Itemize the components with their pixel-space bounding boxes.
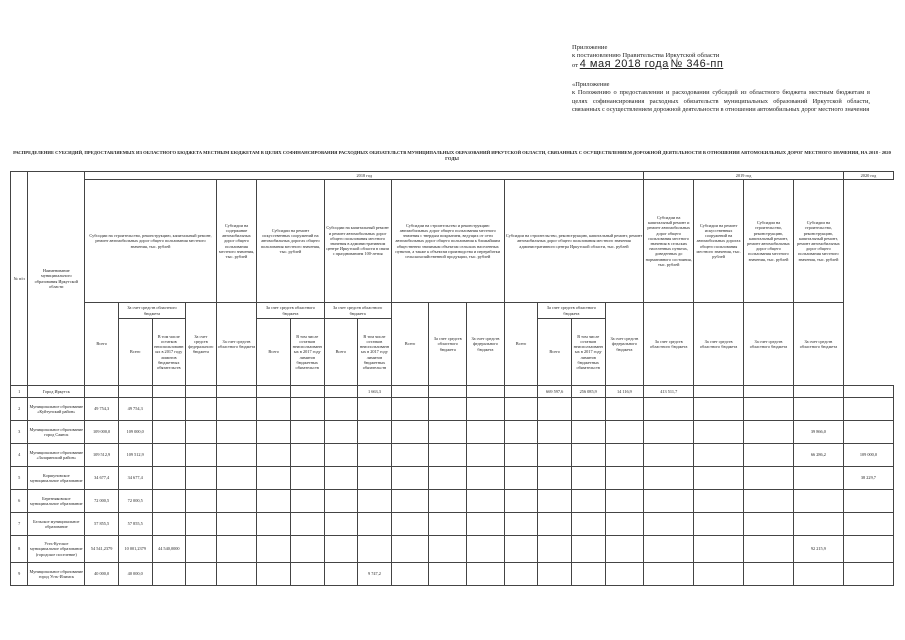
row-cell bbox=[694, 421, 744, 444]
row-cell bbox=[152, 513, 186, 536]
row-cell bbox=[504, 467, 538, 490]
group-6: Субсидии на строительство, реконструкцию, капитальный ремонт, ремонт автомобильных дорог общего пользования местного значения административного центра Иркутской области, тыс. рублей bbox=[504, 180, 644, 303]
row-cell bbox=[644, 563, 694, 586]
row-cell bbox=[793, 386, 843, 398]
row-cell: 49 754,3 bbox=[118, 398, 152, 421]
group-row bbox=[11, 180, 894, 303]
g4-obl-total: Всего bbox=[324, 319, 358, 386]
row-cell bbox=[744, 536, 794, 563]
g6-obl-incl: В том числе остатков неиспользованных в 2017 году лимитов бюджетных обязательств bbox=[571, 319, 605, 386]
row-cell bbox=[694, 398, 744, 421]
row-cell bbox=[644, 421, 694, 444]
row-cell bbox=[429, 421, 467, 444]
row-cell: 49 754,3 bbox=[85, 398, 119, 421]
row-municipality: Бельское муниципальное образование bbox=[28, 513, 85, 536]
g9-obl: За счет средств областного бюджета bbox=[744, 303, 794, 386]
row-cell bbox=[391, 513, 429, 536]
row-number: 5 bbox=[11, 467, 28, 490]
row-cell bbox=[467, 398, 505, 421]
header-date-line bbox=[572, 60, 872, 70]
row-cell bbox=[644, 513, 694, 536]
row-cell bbox=[744, 386, 794, 398]
row-cell bbox=[429, 490, 467, 513]
row-cell bbox=[391, 563, 429, 586]
group-10: Субсидии на строительство, реконструкцию, капитальный ремонт, ремонт автомобильных дорог общего пользования местного значения, тыс. рублей bbox=[793, 180, 843, 303]
row-cell bbox=[504, 490, 538, 513]
row-cell bbox=[694, 563, 744, 586]
row-cell bbox=[605, 398, 644, 421]
row-cell bbox=[358, 421, 392, 444]
table-row bbox=[11, 513, 894, 536]
row-cell bbox=[324, 444, 358, 467]
row-cell bbox=[186, 386, 217, 398]
row-cell bbox=[186, 536, 217, 563]
row-cell bbox=[571, 467, 605, 490]
g6-obl: За счет средств областного бюджета bbox=[538, 303, 605, 319]
row-cell bbox=[744, 398, 794, 421]
g1-fed: За счет средств федерального бюджета bbox=[186, 303, 217, 386]
g5-obl: За счет средств областного бюджета bbox=[429, 303, 467, 386]
row-cell bbox=[744, 467, 794, 490]
g1-obl: За счет средств областного бюджета bbox=[118, 303, 185, 319]
header-no: № п/п bbox=[11, 172, 28, 386]
row-cell bbox=[504, 536, 538, 563]
row-number: 8 bbox=[11, 536, 28, 563]
row-number: 1 bbox=[11, 386, 28, 398]
row-cell bbox=[290, 467, 324, 490]
row-cell bbox=[324, 563, 358, 586]
row-cell bbox=[391, 444, 429, 467]
row-cell bbox=[538, 513, 572, 536]
table-body bbox=[11, 386, 894, 586]
row-cell bbox=[694, 536, 744, 563]
row-cell bbox=[467, 444, 505, 467]
row-cell bbox=[504, 513, 538, 536]
row-cell bbox=[152, 386, 186, 398]
row-cell bbox=[571, 421, 605, 444]
table-row bbox=[11, 444, 894, 467]
row-cell bbox=[186, 563, 217, 586]
row-cell bbox=[694, 490, 744, 513]
g10-obl: За счет средств областного бюджета bbox=[793, 303, 843, 386]
row-cell bbox=[358, 536, 392, 563]
year-2018: 2018 год bbox=[85, 172, 644, 180]
row-cell bbox=[85, 386, 119, 398]
group-7: Субсидии на капитальный ремонт и ремонт автомобильных дорог общего пользования местного значения в сельских населенных пунктах, доведенных до нормативного состояния, тыс. рублей bbox=[644, 180, 694, 303]
row-cell: 9 747,2 bbox=[358, 563, 392, 586]
row-cell bbox=[429, 513, 467, 536]
document-title: РАСПРЕДЕЛЕНИЕ СУБСИДИЙ, ПРЕДОСТАВЛЯЕМЫХ ИЗ ОБЛАСТНОГО БЮДЖЕТА МЕСТНЫМ БЮДЖЕТАМ В ЦЕЛЯХ СОФИНАНСИРОВАНИЯ РАСХОДНЫХ ОБЯЗАТЕЛЬСТВ МУНИЦИПАЛЬНЫХ ОБРАЗОВАНИЙ ИРКУТСКОЙ ОБЛАСТИ, СВЯЗАННЫХ С ОСУЩЕСТВЛЕНИЕМ ДОРОЖНОЙ ДЕЯТЕЛЬНОСТИ В ОТНОШЕНИИ АВТОМОБИЛЬНЫХ ДОРОГ МЕСТНОГО ЗНАЧЕНИЯ, НА 2018 - 2020 ГОДЫ bbox=[13, 150, 891, 162]
row-cell: 57 855,5 bbox=[118, 513, 152, 536]
row-cell bbox=[186, 490, 217, 513]
row-cell bbox=[152, 563, 186, 586]
row-cell bbox=[290, 386, 324, 398]
annex-label: «Приложение bbox=[572, 81, 610, 88]
g1-obl-incl: В том числе остатков неиспользованных в 2017 году лимитов бюджетных обязательств bbox=[152, 319, 186, 386]
row-cell bbox=[644, 398, 694, 421]
row-cell bbox=[118, 386, 152, 398]
row-cell bbox=[216, 536, 257, 563]
row-cell bbox=[504, 386, 538, 398]
row-number: 3 bbox=[11, 421, 28, 444]
row-cell: 72 000,5 bbox=[85, 490, 119, 513]
row-cell: 109 512,9 bbox=[118, 444, 152, 467]
row-cell bbox=[324, 386, 358, 398]
annex-block bbox=[572, 81, 870, 114]
row-cell: 34 677,4 bbox=[85, 467, 119, 490]
row-cell bbox=[290, 513, 324, 536]
row-cell bbox=[467, 421, 505, 444]
row-cell bbox=[257, 467, 291, 490]
row-cell bbox=[793, 513, 843, 536]
row-cell bbox=[843, 398, 893, 421]
table-row bbox=[11, 490, 894, 513]
row-cell bbox=[843, 536, 893, 563]
g6-obl-total: Всего bbox=[538, 319, 572, 386]
table-row bbox=[11, 386, 894, 398]
row-cell: 14 116,9 bbox=[605, 386, 644, 398]
row-cell bbox=[504, 398, 538, 421]
row-cell: 109 000,0 bbox=[843, 444, 893, 467]
header-name: Наименование муниципального образования Иркутской области bbox=[28, 172, 85, 386]
row-cell bbox=[290, 536, 324, 563]
row-cell: 72 000,5 bbox=[118, 490, 152, 513]
row-cell bbox=[843, 386, 893, 398]
row-cell bbox=[744, 421, 794, 444]
row-cell bbox=[257, 398, 291, 421]
g7-obl: За счет средств областного бюджета bbox=[644, 303, 694, 386]
year-2020: 2020 год bbox=[843, 172, 893, 180]
row-cell bbox=[843, 563, 893, 586]
row-cell bbox=[694, 444, 744, 467]
row-cell bbox=[257, 513, 291, 536]
row-number: 2 bbox=[11, 398, 28, 421]
row-cell: 669 597,6 bbox=[538, 386, 572, 398]
row-cell bbox=[324, 490, 358, 513]
row-cell: 1 663,3 bbox=[358, 386, 392, 398]
row-cell bbox=[216, 386, 257, 398]
row-cell bbox=[257, 563, 291, 586]
row-cell bbox=[538, 490, 572, 513]
row-municipality: Муниципальное образование город Саянск bbox=[28, 421, 85, 444]
row-cell bbox=[186, 513, 217, 536]
row-cell bbox=[216, 467, 257, 490]
row-cell bbox=[644, 467, 694, 490]
row-cell bbox=[694, 386, 744, 398]
row-cell: 109 000,0 bbox=[85, 421, 119, 444]
row-cell bbox=[429, 536, 467, 563]
row-municipality: Муниципальное образование «Заларинский район» bbox=[28, 444, 85, 467]
row-cell bbox=[152, 444, 186, 467]
row-cell bbox=[504, 563, 538, 586]
row-cell: 44 540,0000 bbox=[152, 536, 186, 563]
row-cell bbox=[744, 444, 794, 467]
row-cell bbox=[605, 513, 644, 536]
row-cell bbox=[467, 386, 505, 398]
row-cell bbox=[290, 490, 324, 513]
row-cell bbox=[429, 467, 467, 490]
row-cell bbox=[290, 444, 324, 467]
table-row bbox=[11, 563, 894, 586]
subgroup-row bbox=[11, 303, 894, 319]
row-cell bbox=[429, 444, 467, 467]
row-cell bbox=[216, 490, 257, 513]
row-cell bbox=[429, 398, 467, 421]
row-cell bbox=[391, 386, 429, 398]
row-cell bbox=[538, 398, 572, 421]
row-cell bbox=[571, 563, 605, 586]
row-cell: 256 085,9 bbox=[571, 386, 605, 398]
row-cell bbox=[257, 536, 291, 563]
g3-obl: За счет средств областного бюджета bbox=[257, 303, 324, 319]
row-cell: 38 229,7 bbox=[843, 467, 893, 490]
row-cell bbox=[152, 421, 186, 444]
row-cell: 40 000,0 bbox=[118, 563, 152, 586]
row-cell bbox=[391, 467, 429, 490]
row-municipality: Муниципальное образование «Куйтунский район» bbox=[28, 398, 85, 421]
row-municipality: Муниципальное образование город Усть-Илимск bbox=[28, 563, 85, 586]
row-number: 9 bbox=[11, 563, 28, 586]
row-cell: 40 000,0 bbox=[85, 563, 119, 586]
row-cell: 54 541,2379 bbox=[85, 536, 119, 563]
row-cell bbox=[605, 563, 644, 586]
row-cell bbox=[358, 490, 392, 513]
header-from: от bbox=[572, 62, 579, 69]
header-line2: к постановлению Правительства Иркутской области bbox=[572, 52, 720, 59]
g6-fed: За счет средств федерального бюджета bbox=[605, 303, 644, 386]
row-cell bbox=[257, 386, 291, 398]
row-cell bbox=[429, 563, 467, 586]
row-cell bbox=[467, 513, 505, 536]
row-cell bbox=[504, 421, 538, 444]
row-cell bbox=[538, 536, 572, 563]
row-cell bbox=[793, 490, 843, 513]
group-8: Субсидии на ремонт искусственных сооружений на автомобильных дорогах общего пользования местного значения, тыс. рублей bbox=[694, 180, 744, 303]
row-cell bbox=[467, 490, 505, 513]
row-cell bbox=[467, 563, 505, 586]
annex-text: к Положению о предоставлении и расходовании субсидий из областного бюджета местным бюджетам в целях софинансирования расходных обязательств муниципальных образований Иркутской области, связанных с осуществлением дорожной деятельности в отношении автомобильных дорог местного значения bbox=[572, 89, 870, 113]
g3-obl-total: Всего bbox=[257, 319, 291, 386]
row-cell bbox=[843, 421, 893, 444]
table-row bbox=[11, 536, 894, 563]
row-number: 7 bbox=[11, 513, 28, 536]
header-number: № 346-пп bbox=[670, 58, 724, 70]
row-cell bbox=[843, 490, 893, 513]
row-cell bbox=[744, 490, 794, 513]
row-cell: 92 215,9 bbox=[793, 536, 843, 563]
row-cell bbox=[152, 490, 186, 513]
row-municipality: Город Иркутск bbox=[28, 386, 85, 398]
row-cell bbox=[358, 513, 392, 536]
row-cell bbox=[216, 444, 257, 467]
row-cell bbox=[538, 563, 572, 586]
row-cell bbox=[216, 421, 257, 444]
g3-obl-incl: В том числе остатков неиспользованных в 2017 году лимитов бюджетных обязательств bbox=[290, 319, 324, 386]
g5-total: Всего bbox=[391, 303, 429, 386]
row-cell bbox=[358, 444, 392, 467]
g5-fed: За счет средств федерального бюджета bbox=[467, 303, 505, 386]
row-cell bbox=[391, 398, 429, 421]
row-cell bbox=[391, 421, 429, 444]
row-cell bbox=[605, 421, 644, 444]
row-municipality: Усть-Кутское муниципальное образование (городское поселение) bbox=[28, 536, 85, 563]
row-cell: 34 677,4 bbox=[118, 467, 152, 490]
row-cell bbox=[793, 398, 843, 421]
g8-obl: За счет средств областного бюджета bbox=[694, 303, 744, 386]
header-date: 4 мая 2018 года bbox=[579, 58, 669, 70]
group-1: Субсидии на строительство, реконструкцию, капитальный ремонт, ремонт автомобильных дорог общего пользования местного значения, тыс. рублей bbox=[85, 180, 216, 303]
group-5: Субсидии на строительство и реконструкцию автомобильных дорог общего пользования местного значения с твердым покрытием, ведущих от сети автомобильных дорог общего пользования к ближайшим общественно значимым объектам сельских населенных пунктов, а также к объектам производства и переработки сельскохозяйственной продукции, тыс. рублей bbox=[391, 180, 504, 303]
row-cell: 66 286,2 bbox=[793, 444, 843, 467]
row-cell bbox=[216, 563, 257, 586]
row-cell bbox=[216, 398, 257, 421]
row-cell bbox=[257, 490, 291, 513]
row-cell: 39 866,0 bbox=[793, 421, 843, 444]
row-cell bbox=[324, 398, 358, 421]
row-cell bbox=[744, 563, 794, 586]
row-cell bbox=[538, 444, 572, 467]
row-cell bbox=[605, 536, 644, 563]
group-2: Субсидии на содержание автомобильных дорог общего пользования местного значения, тыс. рублей bbox=[216, 180, 257, 303]
g1-obl-total: Всего bbox=[118, 319, 152, 386]
row-cell bbox=[571, 444, 605, 467]
row-cell: 57 855,5 bbox=[85, 513, 119, 536]
group-3: Субсидии на ремонт искусственных сооружений на автомобильных дорогах общего пользования местного значения, тыс. рублей bbox=[257, 180, 324, 303]
row-cell bbox=[257, 421, 291, 444]
row-cell bbox=[257, 444, 291, 467]
row-cell bbox=[571, 490, 605, 513]
row-cell: 109 512,9 bbox=[85, 444, 119, 467]
row-municipality: Коршуновское муниципальное образование bbox=[28, 467, 85, 490]
row-cell bbox=[843, 513, 893, 536]
row-cell: 10 001,2379 bbox=[118, 536, 152, 563]
row-cell bbox=[186, 398, 217, 421]
row-cell bbox=[605, 490, 644, 513]
row-cell bbox=[152, 398, 186, 421]
row-cell bbox=[538, 467, 572, 490]
g2-obl: За счет средств областного бюджета bbox=[216, 303, 257, 386]
group-9: Субсидии на строительство, реконструкцию, капитальный ремонт, ремонт автомобильных дорог общего пользования местного значения, тыс. рублей bbox=[744, 180, 794, 303]
row-cell bbox=[324, 421, 358, 444]
row-cell bbox=[358, 398, 392, 421]
row-cell bbox=[467, 467, 505, 490]
row-cell bbox=[391, 490, 429, 513]
row-cell: 413 511,7 bbox=[644, 386, 694, 398]
row-number: 4 bbox=[11, 444, 28, 467]
row-cell bbox=[793, 563, 843, 586]
row-cell bbox=[538, 421, 572, 444]
row-cell bbox=[186, 421, 217, 444]
row-cell bbox=[694, 467, 744, 490]
row-cell bbox=[186, 467, 217, 490]
row-cell bbox=[290, 563, 324, 586]
row-cell bbox=[324, 513, 358, 536]
row-cell bbox=[290, 398, 324, 421]
row-cell bbox=[216, 513, 257, 536]
header-block bbox=[572, 44, 872, 70]
row-cell bbox=[391, 536, 429, 563]
row-cell: 109 000,0 bbox=[118, 421, 152, 444]
table-row bbox=[11, 467, 894, 490]
row-cell bbox=[152, 467, 186, 490]
row-cell bbox=[504, 444, 538, 467]
row-cell bbox=[644, 490, 694, 513]
g4-obl-incl: В том числе остатков неиспользованных в 2017 году лимитов бюджетных обязательств bbox=[358, 319, 392, 386]
row-cell bbox=[744, 513, 794, 536]
row-cell bbox=[793, 467, 843, 490]
row-cell bbox=[605, 467, 644, 490]
row-municipality: Березняковское муниципальное образование bbox=[28, 490, 85, 513]
g6-total: Всего bbox=[504, 303, 538, 386]
row-cell bbox=[467, 536, 505, 563]
year-row bbox=[11, 172, 894, 180]
row-cell bbox=[571, 398, 605, 421]
table-row bbox=[11, 398, 894, 421]
row-cell bbox=[358, 467, 392, 490]
row-cell bbox=[694, 513, 744, 536]
row-cell bbox=[644, 536, 694, 563]
row-cell bbox=[644, 444, 694, 467]
row-cell bbox=[290, 421, 324, 444]
row-number: 6 bbox=[11, 490, 28, 513]
g1-total: Всего bbox=[85, 303, 119, 386]
table-row bbox=[11, 421, 894, 444]
row-cell bbox=[324, 536, 358, 563]
row-cell bbox=[186, 444, 217, 467]
header-line1: Приложение bbox=[572, 44, 608, 51]
row-cell bbox=[605, 444, 644, 467]
distribution-table bbox=[10, 171, 894, 586]
row-cell bbox=[324, 467, 358, 490]
row-cell bbox=[429, 386, 467, 398]
year-2019: 2019 год bbox=[644, 172, 844, 180]
row-cell bbox=[571, 536, 605, 563]
g4-obl: За счет средств областного бюджета bbox=[324, 303, 391, 319]
row-cell bbox=[571, 513, 605, 536]
group-4: Субсидии на капитальный ремонт и ремонт автомобильных дорог общего пользования местного значения в административном центре Иркутской области в связи с празднованием 100-летия bbox=[324, 180, 391, 303]
